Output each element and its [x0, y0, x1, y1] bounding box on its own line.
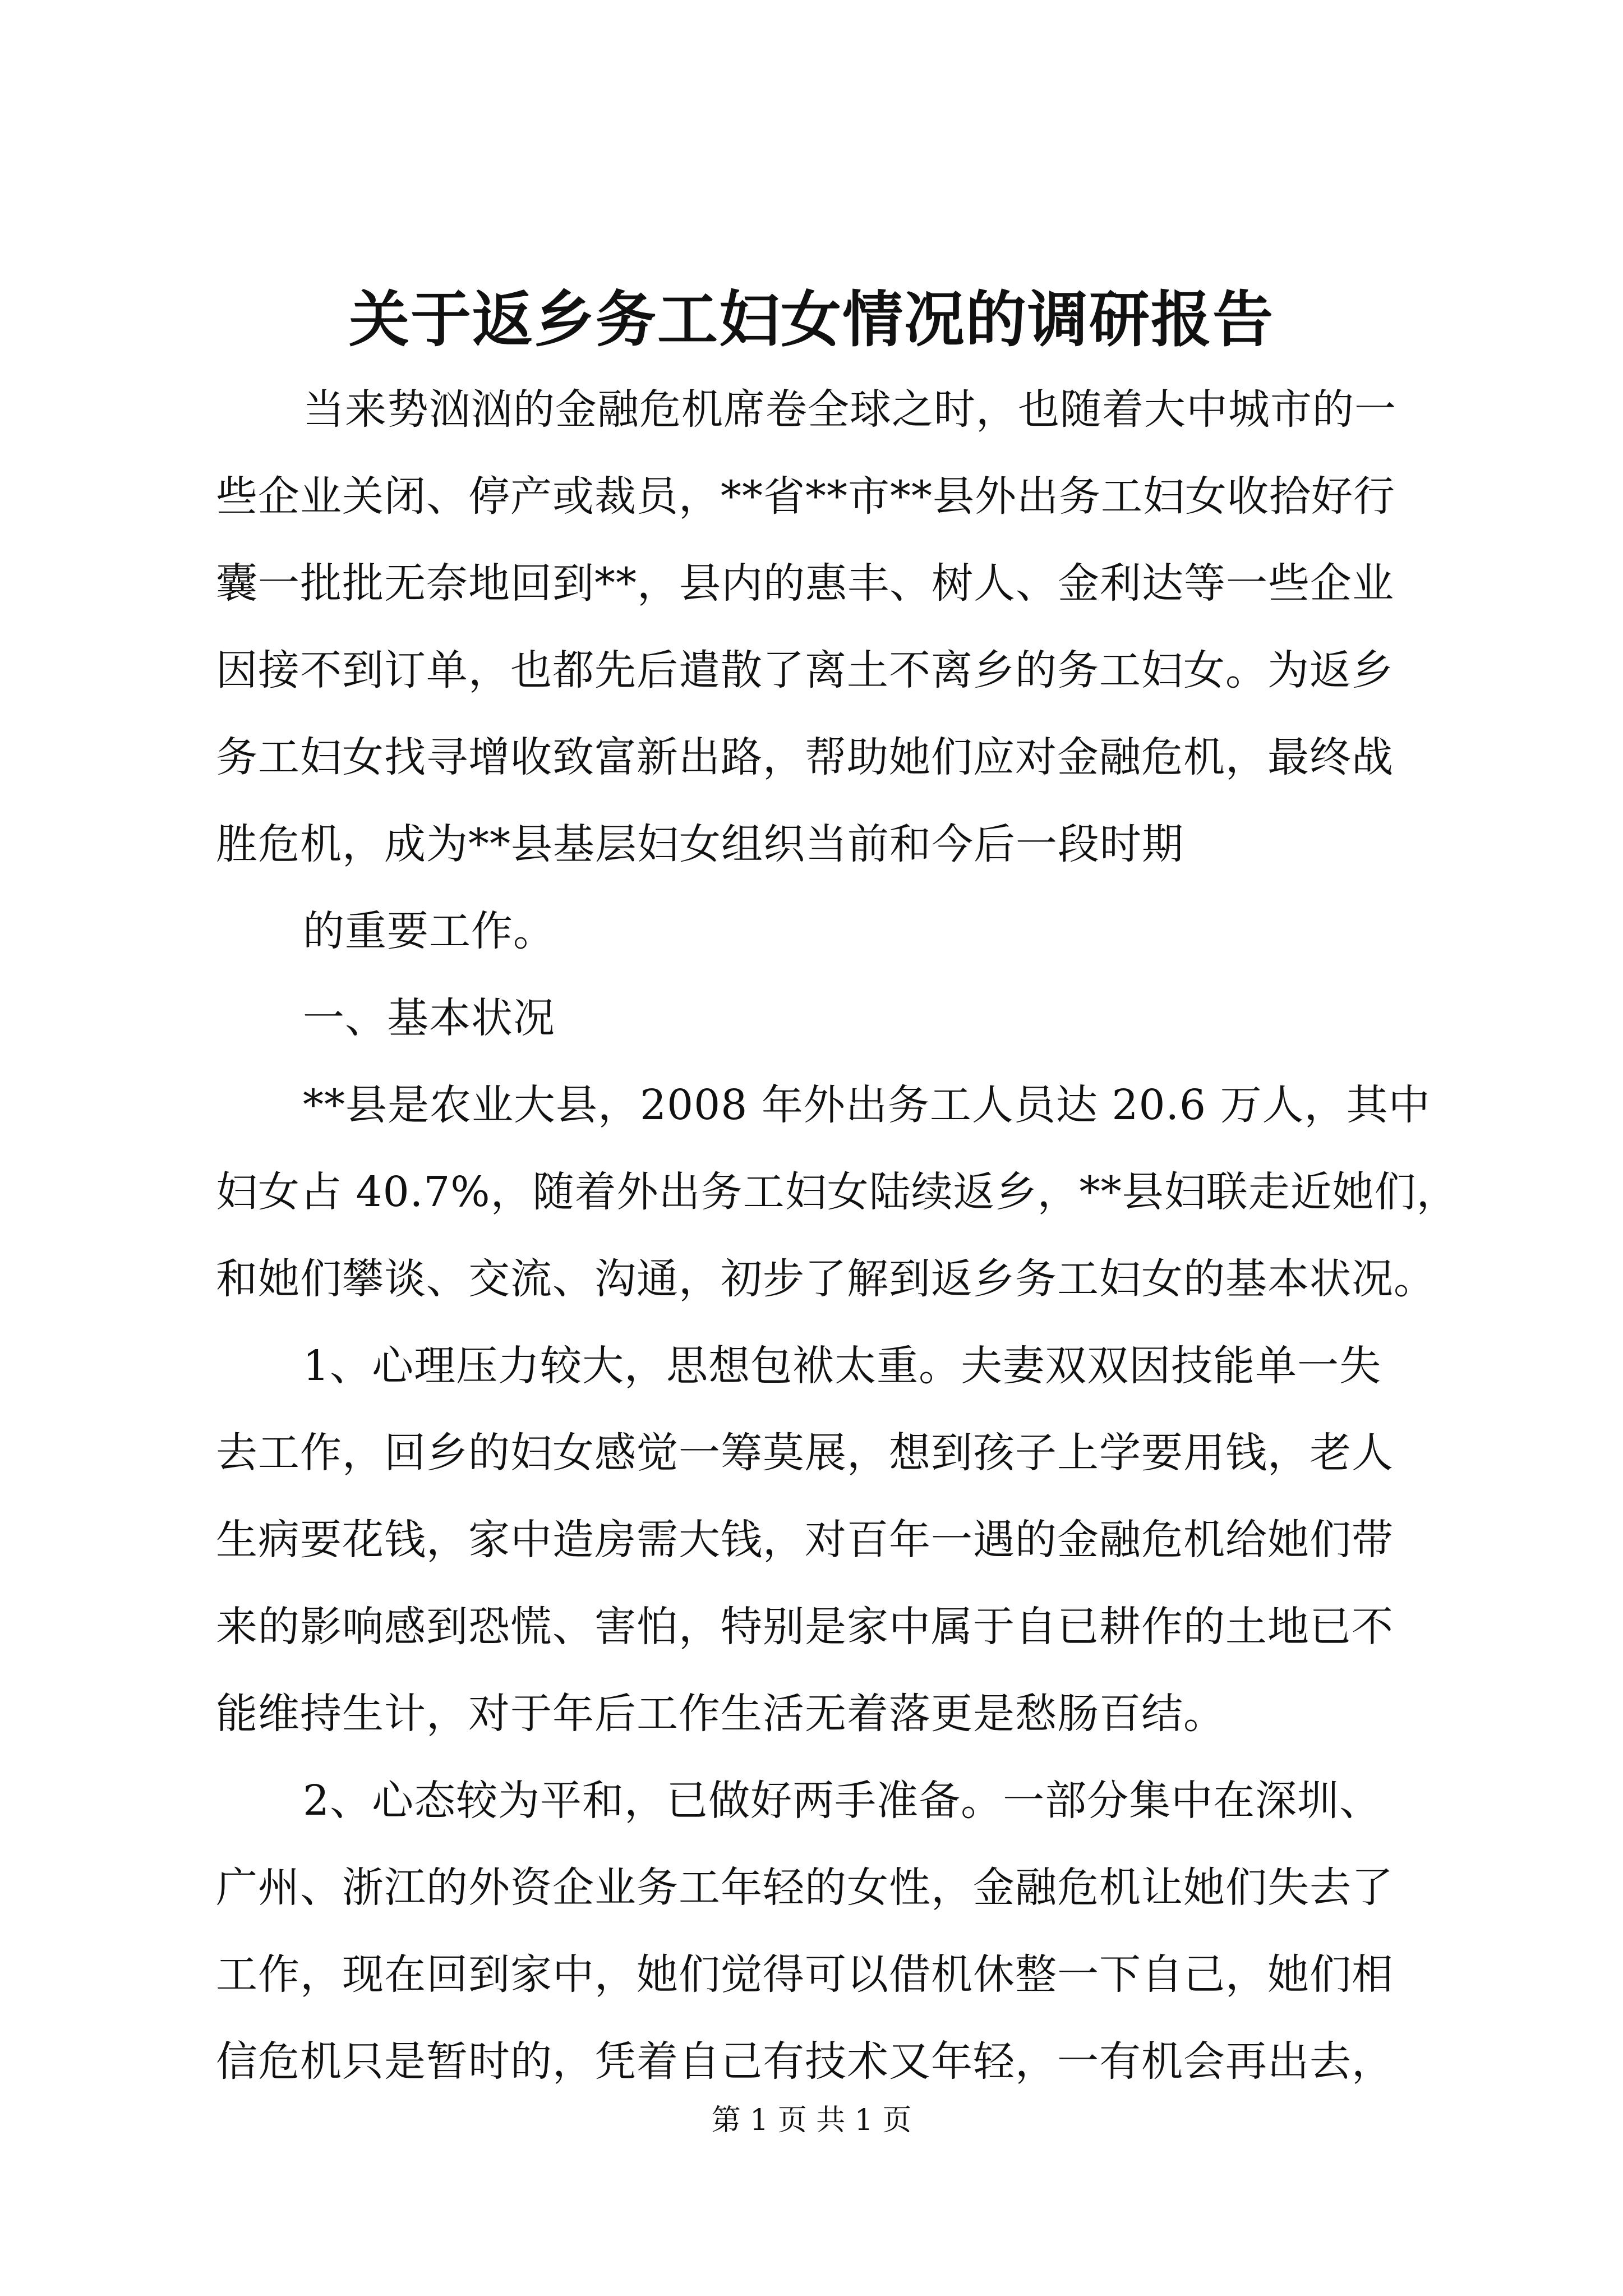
body-line-text: 工作，现在回到家中，她们觉得可以借机休整一下自己，她们相: [216, 1950, 1394, 1999]
body-line-text: 和她们攀谈、交流、沟通，初步了解到返乡务工妇女的基本状况。: [216, 1255, 1436, 1303]
section-heading-text: 一、基本状况: [303, 994, 555, 1042]
body-line-text: 因接不到订单，也都先后遣散了离土不离乡的务工妇女。为返乡: [216, 646, 1394, 694]
body-line-text: 当来势汹汹的金融危机席卷全球之时，也随着大中城市的一: [303, 385, 1396, 434]
body-line-text: 2、心态较为平和，已做好两手准备。一部分集中在深圳、: [303, 1777, 1382, 1825]
body-line-text: **县是农业大县，2008 年外出务工人员达 20.6 万人，其中: [303, 1081, 1431, 1129]
body-line-text: 来的影响感到恐慌、害怕，特别是家中属于自已耕作的土地已不: [216, 1603, 1394, 1651]
body-line-text: 1、心理压力较大，思想包袱太重。夫妻双双因技能单一失: [303, 1342, 1382, 1390]
body-line-text: 的重要工作。: [303, 907, 555, 955]
body-line-text: 去工作，回乡的妇女感觉一筹莫展，想到孩子上学要用钱，老人: [216, 1429, 1394, 1477]
body-line-text: 囊一批批无奈地回到**，县内的惠丰、树人、金利达等一些企业: [216, 559, 1394, 608]
body-line-text: 些企业关闭、停产或裁员，**省**市**县外出务工妇女收拾好行: [216, 472, 1395, 521]
body-line-text: 信危机只是暂时的，凭着自己有技术又年轻，一有机会再出去，: [216, 2037, 1394, 2086]
body-line-text: 胜危机，成为**县基层妇女组织当前和今后一段时期: [216, 820, 1184, 868]
body-line-text: 广州、浙江的外资企业务工年轻的女性，金融危机让她们失去了: [216, 1864, 1394, 1912]
page-footer: 第 1 页 共 1 页: [711, 2104, 912, 2137]
document-title: 关于返乡务工妇女情况的调研报告: [348, 284, 1274, 355]
body-line-text: 妇女占 40.7%，随着外出务工妇女陆续返乡，**县妇联走近她们，: [216, 1168, 1459, 1216]
body-line-text: 务工妇女找寻增收致富新出路，帮助她们应对金融危机，最终战: [216, 733, 1394, 781]
body-line-text: 能维持生计，对于年后工作生活无着落更是愁肠百结。: [216, 1690, 1225, 1738]
body-line-text: 生病要花钱，家中造房需大钱，对百年一遇的金融危机给她们带: [216, 1516, 1394, 1564]
